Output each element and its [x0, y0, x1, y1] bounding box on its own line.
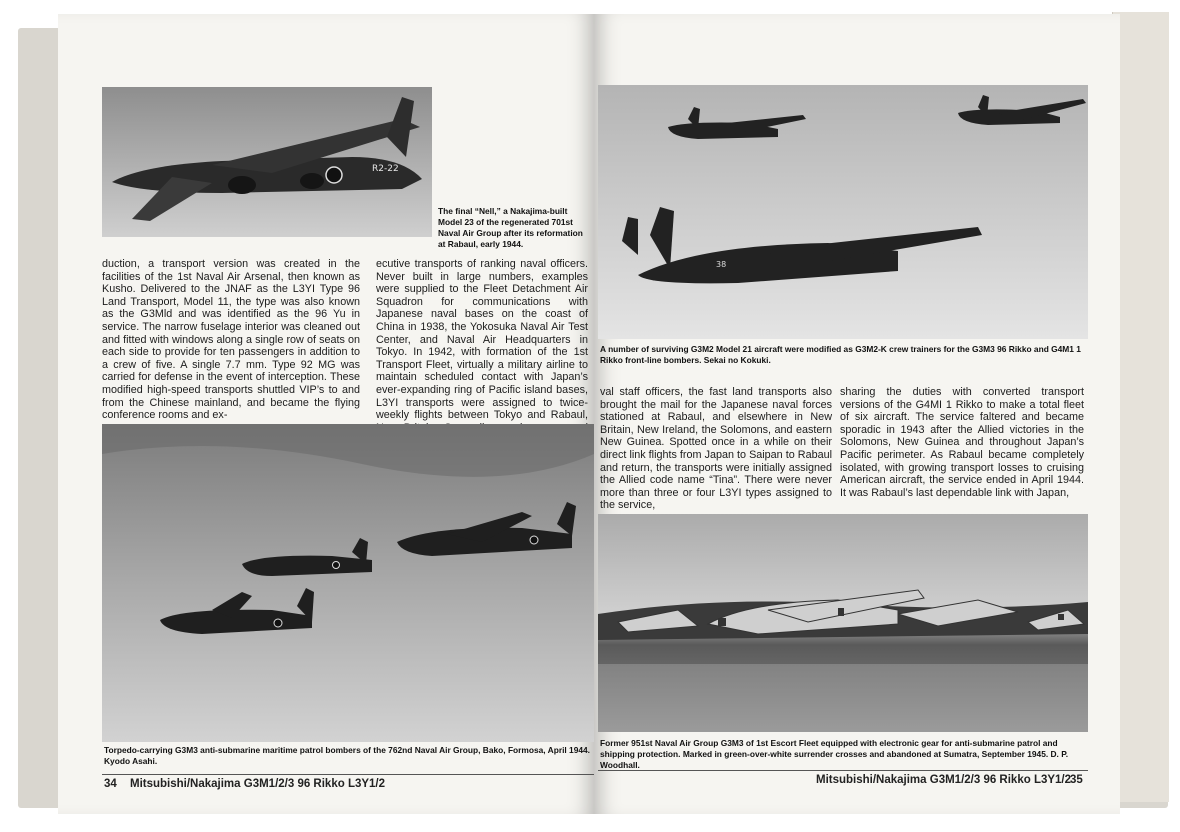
footer-rule	[102, 774, 594, 775]
photo-abandoned-g3m3-sumatra	[598, 514, 1088, 732]
footer-rule	[598, 770, 1088, 771]
book-back-pages	[1112, 12, 1169, 802]
caption-abandoned-g3m3-sumatra: Former 951st Naval Air Group G3M3 of 1st Escort Fleet equipped with electronic gear for anti-submarine patrol and shipping protection. Marked in green-over-white surrender crosses and abandoned at Sumatra, September 1945. D. P. Woodhall.	[600, 738, 1069, 770]
photo-g3m3-patrol-bombers	[102, 424, 594, 742]
running-title: Mitsubishi/Nakajima G3M1/2/3 96 Rikko L3Y1/2	[816, 774, 1072, 786]
caption-nell-model-23: The final “Nell,” a Nakajima-built Model 23 of the regenerated 701st Naval Air Group after its reformation at Rabaul, early 1944.	[438, 206, 583, 249]
photo-g3m2-k-trainers	[598, 85, 1088, 339]
caption-g3m2-k-trainers: A number of surviving G3M2 Model 21 aircraft were modified as G3M2-K crew trainers for the G3M3 96 Rikko and G4M1 1 Rikko front-line bombers. Sekai no Kokuki.	[600, 344, 1081, 365]
photo-nell-model-23	[102, 87, 432, 237]
text-column-4: sharing the duties with converted transport versions of the G4MI 1 Rikko to make a total fleet of six aircraft. The service faltered and became sporadic in 1943 after the Allied victories in the Solomons, New Guinea and throughout Japan’s Pacific perimeter. As Rabaul became completely isolated, with growing transport losses to cruising American aircraft, the service ended in April 1944. It was Rabaul’s last dependable link with Japan,	[840, 386, 1084, 499]
left-page	[58, 14, 594, 814]
text-column-1: duction, a transport version was created in the facilities of the 1st Naval Air Arsenal, then known as Kusho. Delivered to the JNAF as the L3YI Type 96 Land Transport, Model 11, the type was also known as the G3Mld and was identified as the 96 Yu in service. The narrow fuselage interior was cleaned out and fitted with windows along a single row of seats on each side to provide for ten passengers in addition to a crew of five. A single 7.7 mm. Type 92 MG was carried for defense in the event of interception. These modified high-speed transports shuttled VIP’s to and from the Chinese mainland, and became the flying conference rooms and ex-	[102, 258, 360, 422]
right-page	[594, 14, 1120, 814]
page-number: 34	[104, 778, 117, 790]
text-column-2: ecutive transports of ranking naval officers. Never built in large numbers, examples were supplied to the Fleet Detachment Air Squadron for communications with Japanese naval bases on the coast of China in 1938, the Yokosuka Naval Air Test Center, and Naval Air Headquarters in Tokyo. In 1942, with formation of the 1st Transport Fleet, virtually a military airline to maintain scheduled contact with Japan’s ever-expanding ring of Pacific island bases, L3YI transports were assigned to twice-weekly flights between Tokyo and Rabaul,	[376, 258, 588, 422]
page-number: 35	[1070, 774, 1083, 786]
running-title: Mitsubishi/Nakajima G3M1/2/3 96 Rikko L3Y1/2	[130, 778, 386, 790]
tail-code-label: 38	[716, 260, 727, 269]
text-column-3: val staff officers, the fast land transports also brought the mail for the Japanese naval forces stationed at Rabaul, and elsewhere in New Britain, New Ireland, the Solomons, and eastern New Guinea. Spotted once in a while on their direct link flights from Japan to Saipan to Rabaul and return, the transports were initially assigned the Allied code name “Tina”. There were never more than three or four L3YI types assigned to the service,	[600, 386, 832, 512]
caption-g3m3-patrol-bombers: Torpedo-carrying G3M3 anti-submarine maritime patrol bombers of the 762nd Naval Air Group, Bako, Formosa, April 1944. Kyodo Asahi.	[104, 745, 591, 766]
tail-code-label: R2-22	[372, 164, 399, 174]
